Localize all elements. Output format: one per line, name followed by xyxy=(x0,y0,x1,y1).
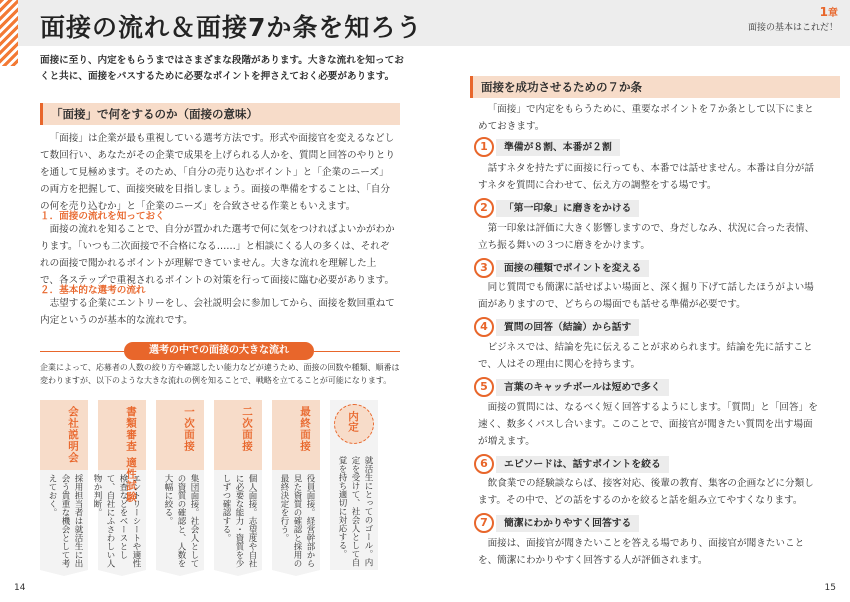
rule-label: エピソードは、話すポイントを絞る xyxy=(496,456,669,473)
chapter-number-value: 1 xyxy=(819,5,828,19)
flow-title: 選考の中での面接の大きな流れ xyxy=(124,342,314,360)
flow-step-title: 二次面接 xyxy=(241,406,253,452)
flow-step-arrow xyxy=(214,570,262,576)
rule-number-badge: 7 xyxy=(474,513,494,533)
flow-step xyxy=(92,400,146,575)
flow-step-final xyxy=(330,400,378,575)
flow-step-arrow xyxy=(40,570,88,576)
flow-step-text: エントリーシートや適性検査などをベースとして、自社にふさわしい人物か判断。 xyxy=(92,474,141,568)
flow-step xyxy=(156,400,204,575)
rule-label: 簡潔にわかりやすく回答する xyxy=(496,515,639,532)
rule-number-badge: 1 xyxy=(474,137,494,157)
chapter-number xyxy=(820,4,838,19)
rule-text: 飲食業での経験談ならば、接客対応、後輩の教育、集客の企画などに分類します。その中で、どの話をするのかを絞ると話を組み立てやすくなります。 xyxy=(478,478,814,506)
subheading-basic-flow: ２．基本的な選考の流れ xyxy=(40,285,146,296)
page-number-right: 15 xyxy=(824,583,836,593)
flow-step-head-bg xyxy=(272,400,320,470)
flow-step-text: 個人面接。志望度や自社に必要な能力・資質を少しずつ確認する。 xyxy=(221,474,257,568)
rule-label: 質問の回答（結論）から話す xyxy=(496,319,639,336)
flow-step-text: 採用担当者は就活生に出会う貴重な機会として考えておく。 xyxy=(47,474,83,568)
flow-title-line-right xyxy=(314,351,400,352)
flow-step-title: 書類審査 適性試験 xyxy=(125,406,137,503)
flow-step-arrow xyxy=(272,570,320,576)
flow-step-title: 最終面接 xyxy=(299,406,311,452)
rule-label: 言葉のキャッチボールは短めで多く xyxy=(496,379,669,396)
rule-text: 面接の質問には、なるべく短く回答するようにします。「質問」と「回答」を速く、数多くパスし合います。このことで、面接官が聞きたい質問を出す場面が増えます。 xyxy=(478,402,818,447)
flow-description: 企業によって、応募者の人数の絞り方や確認したい能力などが違うため、面接の回数や種類、順番は変わりますが、以下のような大きな流れの例を知ることで、戦略を立てることが可能になります。 xyxy=(40,363,400,385)
intro-text: 面接に至り、内定をもらうまではさまざまな段階があります。大きな流れを知っておくと共に、面接をパスするために必要なポイントを押さえておく必要があります。 xyxy=(40,55,404,82)
section-heading-seven-rules: 面接を成功させるための７か条 xyxy=(470,76,840,98)
paragraph-meaning: 「面接」は企業が最も重視している選考方法です。形式や面接官を変えるなどして数回行い、あなたがその企業で成果を上げられる人かを、質問と回答のやりとりを通して見極めます。そのため、「自分の売り込むポイント」と「企業のニーズ」の両方を把握して、面接突破を目指しましょう。面接の準備をすることは、「自分の何を売り込むか」と「企業のニーズ」を合致させる作業ともいえます。 xyxy=(40,133,395,212)
flow-step-title: 一次面接 xyxy=(183,406,195,452)
chapter-title: 面接の基本はこれだ！ xyxy=(747,23,838,33)
flow-step-title: 内定 xyxy=(347,411,359,432)
rule-label: 準備が８割、本番が２割 xyxy=(496,139,620,156)
rule-text: 話すネタを持たずに面接に行っても、本番では話せません。本番は自分が話すネタを質問に合わせて、伝え方の調整をする場です。 xyxy=(478,163,814,191)
rule-number-badge: 4 xyxy=(474,317,494,337)
rule-label: 面接の種類でポイントを変える xyxy=(496,260,649,277)
chapter-suffix: 章 xyxy=(828,8,838,19)
section-heading-meaning: 「面接」で何をするのか（面接の意味） xyxy=(40,103,400,125)
flow-step-text: 就活生にとってのゴール。内定を受けて、社会人として自覚を持ち適切に対応する。 xyxy=(337,456,373,567)
page-number-left: 14 xyxy=(14,583,26,593)
rule-text: 面接は、面接官が聞きたいことを答える場であり、面接官が聞きたいことを、簡潔にわかりやすく回答する人が評価されます。 xyxy=(478,538,805,566)
subheading-flow: １．面接の流れを知っておく xyxy=(40,211,165,222)
rule-number-badge: 5 xyxy=(474,377,494,397)
rule-label: 「第一印象」に磨きをかける xyxy=(496,200,639,217)
rule-number-badge: 2 xyxy=(474,198,494,218)
naitei-burst-icon xyxy=(334,404,374,444)
flow-step-text: 集団面接。社会人としての資質の確認と、人数を大幅に絞る。 xyxy=(163,474,199,568)
flow-step-head-bg xyxy=(98,400,146,470)
rule-text: ビジネスでは、結論を先に伝えることが求められます。結論を先に話すことで、人はその理由に関心を持ちます。 xyxy=(478,342,813,370)
flow-steps xyxy=(40,400,408,575)
flow-step-head-bg xyxy=(214,400,262,470)
seven-rules-intro: 「面接」で内定をもらうために、重要なポイントを７か条として以下にまとめておきます。 xyxy=(478,104,814,132)
flow-title-line-left xyxy=(40,351,124,352)
flow-step xyxy=(40,400,88,575)
paragraph-flow: 面接の流れを知ることで、自分が置かれた選考で何に気をつければよいかがわかります。「いつも二次面接で不合格になる……」と相談にくる人の多くは、それぞれの面接で聞かれるポイントが理解できていません。大きな流れを理解した上で、各ステップで重視されるポイントの対策を行って面接に臨む必要があります。 xyxy=(40,224,395,286)
rule-text: 同じ質問でも簡潔に話せばよい場面と、深く掘り下げて話したほうがよい場面がありますので、どちらの場面でも話せる準備が必要です。 xyxy=(478,282,814,310)
flow-step-arrow xyxy=(156,570,204,576)
page-title: 面接の流れ＆面接7か条を知ろう xyxy=(40,13,423,42)
flow-step-head-bg xyxy=(156,400,204,470)
flow-step xyxy=(214,400,262,575)
rule-number-badge: 3 xyxy=(474,258,494,278)
flow-step-arrow xyxy=(98,570,146,576)
flow-step xyxy=(272,400,320,575)
flow-title-bar xyxy=(40,342,400,360)
flow-step-title: 会社説明会 xyxy=(67,406,79,464)
rule-text: 第一印象は評価に大きく影響しますので、身だしなみ、状況に合った表情、立ち振る舞いの３つに磨きをかけます。 xyxy=(478,223,815,251)
flow-step-head-bg xyxy=(40,400,88,470)
flow-step-text: 役員面接。経営幹部から見た資質の確認と採用の最終決定を行う。 xyxy=(279,474,315,568)
decorative-stripes xyxy=(0,0,18,66)
rule-number-badge: 6 xyxy=(474,454,494,474)
paragraph-basic-flow: 志望する企業にエントリーをし、会社説明会に参加してから、面接を数回重ねて内定というのが基本的な流れです。 xyxy=(40,298,395,326)
